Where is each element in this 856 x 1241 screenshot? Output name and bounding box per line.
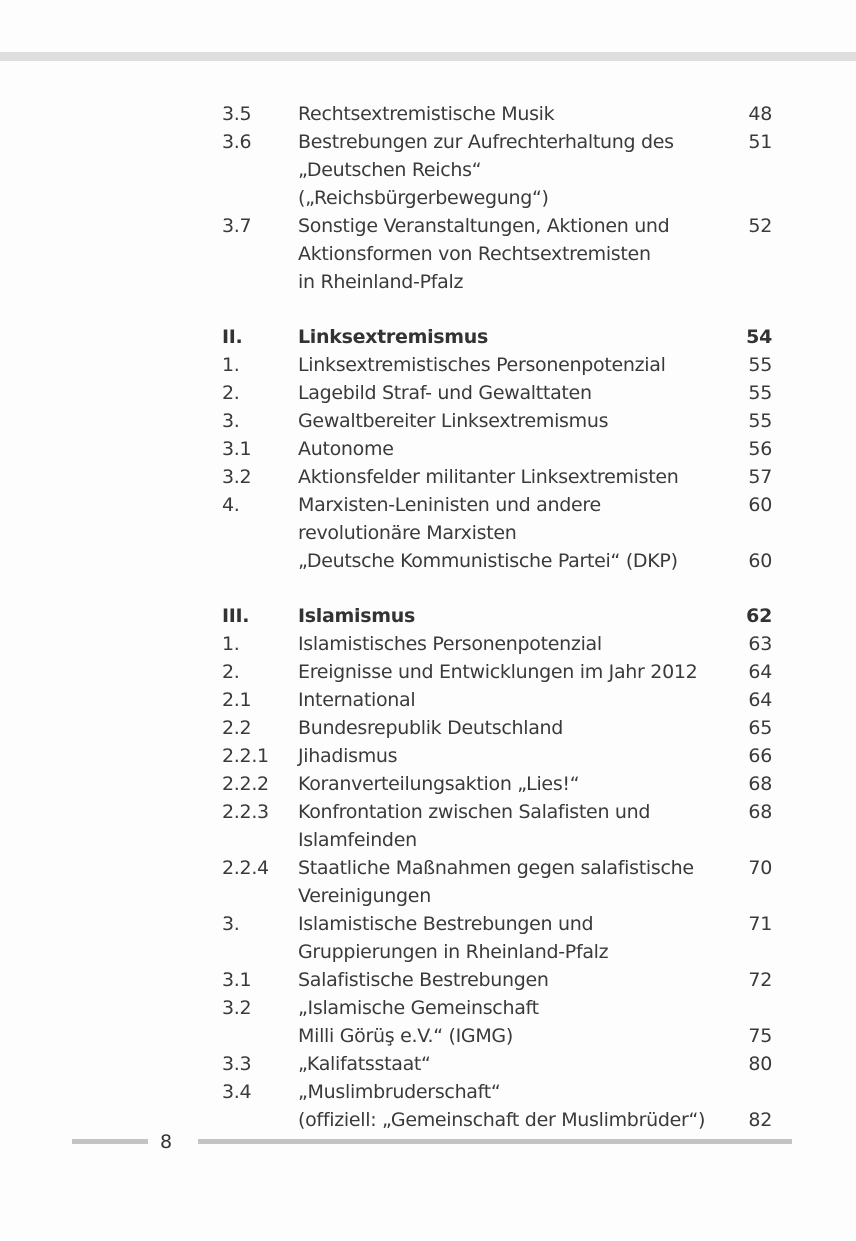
toc-entry-title: Bestrebungen zur Aufrechterhaltung des „Deutschen Reichs“ („Reichsbürgerbewegung“) (298, 131, 674, 209)
toc-entry-number: 3.3 (222, 1053, 252, 1075)
toc-entry-page: 68 (748, 801, 772, 823)
toc-entry-page: 63 (748, 633, 772, 655)
toc-entry[interactable] (222, 435, 772, 463)
toc-entry[interactable] (222, 379, 772, 407)
toc-entry-page: 55 (748, 410, 772, 432)
toc-entry-page: 55 (748, 382, 772, 404)
toc-entry-page: 64 (748, 661, 772, 683)
toc-section-number: II. (222, 326, 243, 348)
toc-entry-number: 2. (222, 661, 240, 683)
toc-entry-number: 3.4 (222, 1081, 252, 1103)
toc-entry-page: 51 (748, 131, 772, 153)
toc-entry[interactable] (222, 630, 772, 658)
toc-section-title: Islamismus (298, 605, 415, 627)
toc-entry[interactable] (222, 1078, 772, 1134)
toc-entry-page: 71 (748, 913, 772, 935)
toc-entry[interactable] (222, 854, 772, 910)
toc-entry-number: 3. (222, 913, 240, 935)
toc-entry-title: Aktionsfelder militanter Linksextremisten (298, 466, 679, 488)
toc-entry-page: 82 (748, 1109, 772, 1131)
toc-entry-number: 3.6 (222, 131, 252, 153)
page-number: 8 (160, 1131, 173, 1153)
toc-entry-title: International (298, 689, 416, 711)
toc-entry-number: 2.2.3 (222, 801, 269, 823)
toc-entry-page: 60 (748, 550, 772, 572)
toc-entry[interactable] (222, 491, 772, 547)
toc-entry-page: 52 (748, 215, 772, 237)
toc-entry-number: 3.2 (222, 997, 252, 1019)
toc-section-heading[interactable] (222, 602, 772, 630)
toc-entry-title: Staatliche Maßnahmen gegen salafistische Vereinigungen (298, 857, 694, 907)
toc-entry[interactable] (222, 351, 772, 379)
toc-entry-title: „Kalifatsstaat“ (298, 1053, 431, 1075)
toc-entry-page: 72 (748, 969, 772, 991)
toc-entry-number: 4. (222, 494, 240, 516)
toc-entry-number: 1. (222, 633, 240, 655)
toc-entry-page: 55 (748, 354, 772, 376)
toc-entry-title: Ereignisse und Entwicklungen im Jahr 2012 (298, 661, 698, 683)
toc-entry-page: 68 (748, 773, 772, 795)
toc-entry-title: Bundesrepublik Deutschland (298, 717, 564, 739)
toc-entry-number: 3.5 (222, 103, 252, 125)
toc-entry-page: 80 (748, 1053, 772, 1075)
toc-entry[interactable] (222, 714, 772, 742)
toc-entry[interactable] (222, 128, 772, 212)
table-of-contents (222, 100, 772, 1134)
toc-entry-page: 57 (748, 466, 772, 488)
toc-entry[interactable] (222, 686, 772, 714)
toc-entry-title: „Muslimbruderschaft“ (offiziell: „Gemeinschaft der Muslimbrüder“) (298, 1081, 706, 1131)
toc-entry-number: 2.2.1 (222, 745, 269, 767)
toc-entry-title: Islamistische Bestrebungen und Gruppierungen in Rheinland-Pfalz (298, 913, 609, 963)
toc-entry[interactable] (222, 770, 772, 798)
toc-entry[interactable] (222, 463, 772, 491)
toc-entry[interactable] (222, 1050, 772, 1078)
toc-entry-number: 3.1 (222, 438, 252, 460)
toc-entry-number: 1. (222, 354, 240, 376)
toc-entry-number: 3.2 (222, 466, 252, 488)
toc-entry[interactable] (222, 407, 772, 435)
toc-entry[interactable] (222, 547, 772, 575)
toc-entry-title: Marxisten-Leninisten und andere revolutionäre Marxisten (298, 494, 601, 544)
toc-entry-title: Konfrontation zwischen Salafisten und Islamfeinden (298, 801, 651, 851)
toc-entry[interactable] (222, 966, 772, 994)
toc-entry[interactable] (222, 742, 772, 770)
toc-entry-number: 2.2.2 (222, 773, 269, 795)
toc-entry-title: Jihadismus (298, 745, 398, 767)
toc-entry[interactable] (222, 212, 772, 296)
toc-entry-number: 2. (222, 382, 240, 404)
toc-entry-page: 60 (748, 494, 772, 516)
toc-entry-title: Islamistisches Personenpotenzial (298, 633, 602, 655)
toc-entry-page: 65 (748, 717, 772, 739)
toc-entry-title: „Deutsche Kommunistische Partei“ (DKP) (298, 550, 678, 572)
toc-entry-title: Salafistische Bestrebungen (298, 969, 549, 991)
top-divider (0, 52, 856, 61)
toc-section-title: Linksextremismus (298, 326, 489, 348)
toc-entry-title: Lagebild Straf- und Gewalttaten (298, 382, 592, 404)
toc-entry[interactable] (222, 994, 772, 1050)
toc-entry-page: 70 (748, 857, 772, 879)
toc-entry-title: Sonstige Veranstaltungen, Aktionen und Aktionsformen von Rechtsextremisten in Rheinland-Pfalz (298, 215, 670, 293)
toc-entry-page: 48 (748, 103, 772, 125)
toc-entry-page: 66 (748, 745, 772, 767)
toc-entry-number: 3.1 (222, 969, 252, 991)
toc-entry[interactable] (222, 658, 772, 686)
toc-entry[interactable] (222, 910, 772, 966)
toc-entry-page: 64 (748, 689, 772, 711)
toc-entry-number: 2.1 (222, 689, 252, 711)
toc-entry-title: Rechtsextremistische Musik (298, 103, 555, 125)
toc-entry-number: 2.2.4 (222, 857, 269, 879)
footer-divider-right (198, 1139, 792, 1144)
toc-section-page: 54 (746, 326, 772, 348)
toc-section-heading[interactable] (222, 323, 772, 351)
toc-entry-title: Koranverteilungsaktion „Lies!“ (298, 773, 580, 795)
toc-entry-page: 56 (748, 438, 772, 460)
footer-divider-left (72, 1139, 148, 1144)
toc-entry-title: „Islamische Gemeinschaft Milli Görüş e.V.“ (IGMG) (298, 997, 539, 1047)
toc-entry-title: Gewaltbereiter Linksextremismus (298, 410, 609, 432)
toc-entry-number: 3. (222, 410, 240, 432)
toc-entry-title: Linksextremistisches Personenpotenzial (298, 354, 666, 376)
toc-entry[interactable] (222, 100, 772, 128)
toc-entry[interactable] (222, 798, 772, 854)
toc-entry-title: Autonome (298, 438, 394, 460)
toc-section-number: III. (222, 605, 250, 627)
toc-entry-page: 75 (748, 1025, 772, 1047)
toc-entry-number: 2.2 (222, 717, 252, 739)
toc-entry-number: 3.7 (222, 215, 252, 237)
toc-section-page: 62 (746, 605, 772, 627)
